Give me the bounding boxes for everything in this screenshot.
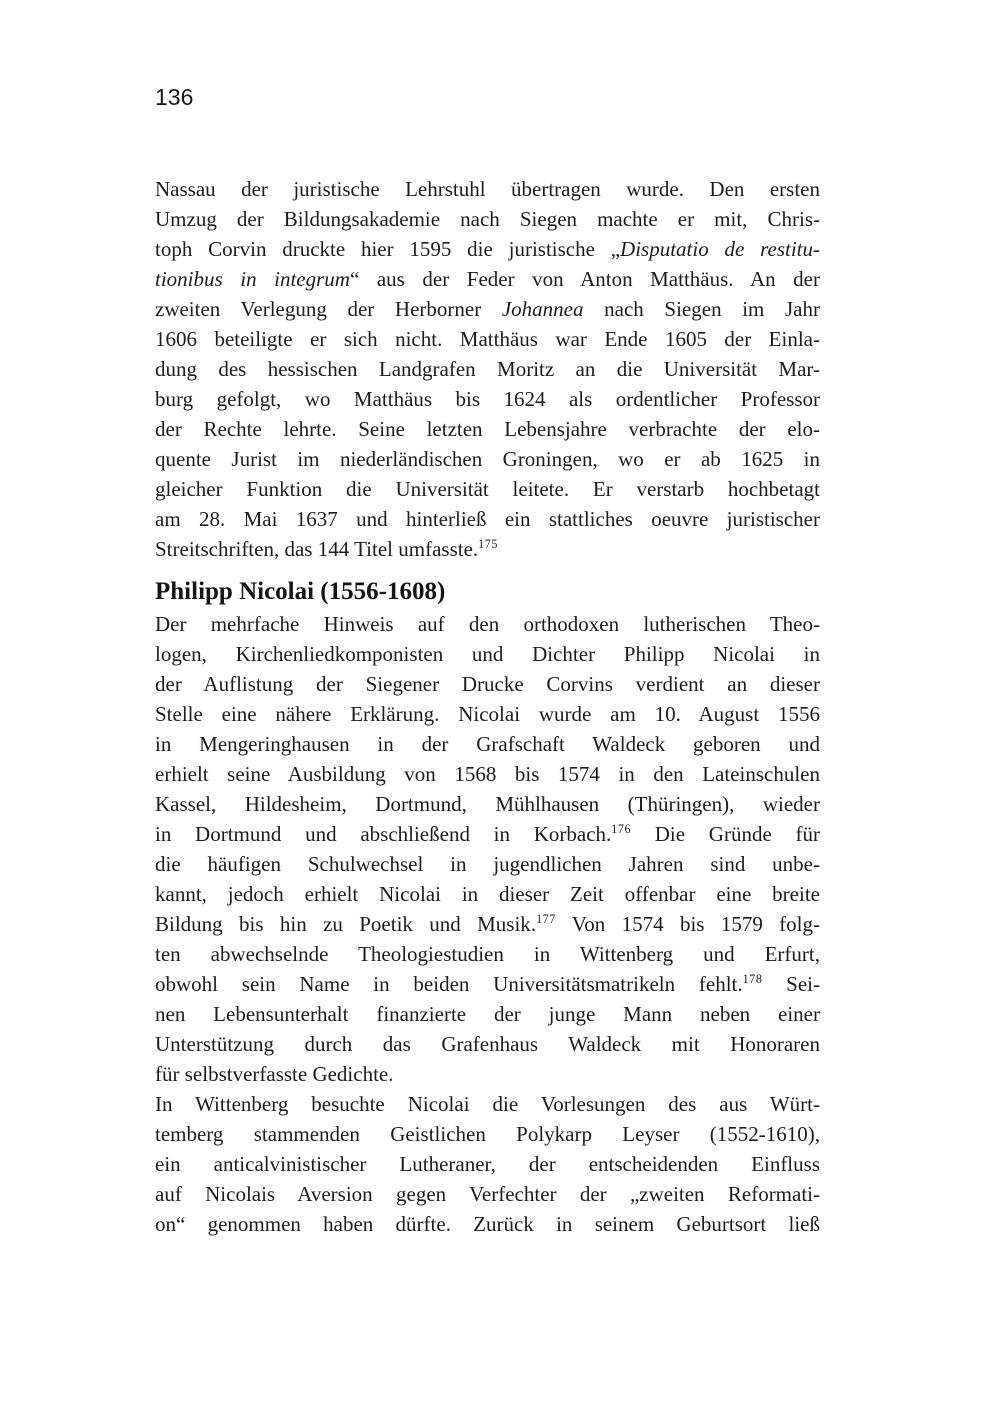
text-line (155, 969, 820, 999)
body-text: on“ genommen haben dürfte. Zurück in seinem Geburtsort ließ (155, 1212, 820, 1236)
body-text: Nassau der juristische Lehrstuhl übertragen wurde. Den ersten (155, 177, 820, 201)
body-text: Umzug der Bildungsakademie nach Siegen machte er mit, Chris- (155, 207, 820, 231)
body-text: In Wittenberg besuchte Nicolai die Vorlesungen des aus Würt- (155, 1092, 820, 1116)
page-number: 136 (155, 84, 194, 110)
body-text: Die Gründe für (631, 822, 820, 846)
text-line (155, 234, 820, 264)
text-line (155, 414, 820, 444)
body-text: die häufigen Schulwechsel in jugendlichen Jahren sind unbe- (155, 852, 820, 876)
body-text: ten abwechselnde Theologiestudien in Wittenberg und Erfurt, (155, 942, 820, 966)
body-text: Sei- (762, 972, 821, 996)
text-line (155, 1119, 820, 1149)
text-line (155, 759, 820, 789)
body-text: Stelle eine nähere Erklärung. Nicolai wurde am 10. August 1556 (155, 702, 820, 726)
body-text: ein anticalvinistischer Lutheraner, der entscheidenden Einfluss (155, 1152, 820, 1176)
italic-text: tionibus in integrum (155, 267, 350, 291)
text-line (155, 879, 820, 909)
body-text: obwohl sein Name in beiden Universitätsmatrikeln fehlt. (155, 972, 743, 996)
text-line (155, 939, 820, 969)
body-text: quente Jurist im niederländischen Groningen, wo er ab 1625 in (155, 447, 820, 471)
text-line (155, 909, 820, 939)
text-line (155, 609, 820, 639)
text-line (155, 384, 820, 414)
body-text: der Rechte lehrte. Seine letzten Lebensjahre verbrachte der elo- (155, 417, 820, 441)
text-line (155, 534, 820, 564)
body-text: Der mehrfache Hinweis auf den orthodoxen lutherischen Theo- (155, 612, 820, 636)
text-line (155, 669, 820, 699)
paragraph (155, 174, 820, 564)
body-text: Streitschriften, das 144 Titel umfasste. (155, 537, 479, 561)
text-line (155, 639, 820, 669)
text-line (155, 1149, 820, 1179)
body-text: 1606 beteiligte er sich nicht. Matthäus war Ende 1605 der Einla- (155, 327, 820, 351)
body-text: nen Lebensunterhalt finanzierte der junge Mann neben einer (155, 1002, 820, 1026)
body-text: gleicher Funktion die Universität leitete. Er verstarb hochbetagt (155, 477, 820, 501)
text-line (155, 1029, 820, 1059)
footnote-marker: 177 (536, 912, 556, 926)
text-line (155, 1089, 820, 1119)
text-line (155, 204, 820, 234)
text-line (155, 174, 820, 204)
italic-text: Disputatio de restitu- (620, 237, 820, 261)
text-line (155, 324, 820, 354)
text-line (155, 444, 820, 474)
body-text: toph Corvin druckte hier 1595 die juristische „ (155, 237, 621, 261)
body-text: für selbstverfasste Gedichte. (155, 1062, 394, 1086)
text-line (155, 999, 820, 1029)
text-column (155, 174, 820, 1239)
body-text: in Dortmund und abschließend in Korbach. (155, 822, 612, 846)
text-line (155, 699, 820, 729)
body-text: burg gefolgt, wo Matthäus bis 1624 als ordentlicher Professor (155, 387, 820, 411)
body-text: erhielt seine Ausbildung von 1568 bis 1574 in den Lateinschulen (155, 762, 820, 786)
text-line (155, 789, 820, 819)
text-line (155, 504, 820, 534)
italic-text: Johannea (501, 297, 584, 321)
text-line (155, 354, 820, 384)
body-text: auf Nicolais Aversion gegen Verfechter der „zweiten Reformati- (155, 1182, 820, 1206)
body-text: der Auflistung der Siegener Drucke Corvins verdient an dieser (155, 672, 820, 696)
body-text: Bildung bis hin zu Poetik und Musik. (155, 912, 537, 936)
text-line (155, 1059, 820, 1089)
body-text: dung des hessischen Landgrafen Moritz an die Universität Mar- (155, 357, 820, 381)
body-text: Unterstützung durch das Grafenhaus Waldeck mit Honoraren (155, 1032, 820, 1056)
text-line (155, 819, 820, 849)
body-text: Von 1574 bis 1579 folg- (555, 912, 820, 936)
footnote-marker: 178 (742, 972, 763, 986)
footnote-marker: 175 (478, 537, 498, 551)
body-text: kannt, jedoch erhielt Nicolai in dieser Zeit offenbar eine breite (155, 882, 820, 906)
text-line (155, 729, 820, 759)
text-line (155, 1179, 820, 1209)
body-text: in Mengeringhausen in der Grafschaft Waldeck geboren und (155, 732, 820, 756)
text-line (155, 1209, 820, 1239)
body-text: zweiten Verlegung der Herborner (155, 297, 502, 321)
body-text: Kassel, Hildesheim, Dortmund, Mühlhausen (Thüringen), wieder (155, 792, 820, 816)
text-line (155, 264, 820, 294)
body-text: logen, Kirchenliedkomponisten und Dichter Philipp Nicolai in (155, 642, 820, 666)
section-heading: Philipp Nicolai (1556-1608) (155, 578, 446, 605)
paragraph (155, 609, 820, 1089)
text-line (155, 849, 820, 879)
paragraph (155, 1089, 820, 1239)
body-text: “ aus der Feder von Anton Matthäus. An der (349, 267, 820, 291)
body-text: am 28. Mai 1637 und hinterließ ein stattliches oeuvre juristischer (155, 507, 820, 531)
text-line (155, 294, 820, 324)
footnote-marker: 176 (611, 822, 632, 836)
text-line (155, 474, 820, 504)
body-text: nach Siegen im Jahr (583, 297, 820, 321)
body-text: temberg stammenden Geistlichen Polykarp Leyser (1552-1610), (155, 1122, 820, 1146)
